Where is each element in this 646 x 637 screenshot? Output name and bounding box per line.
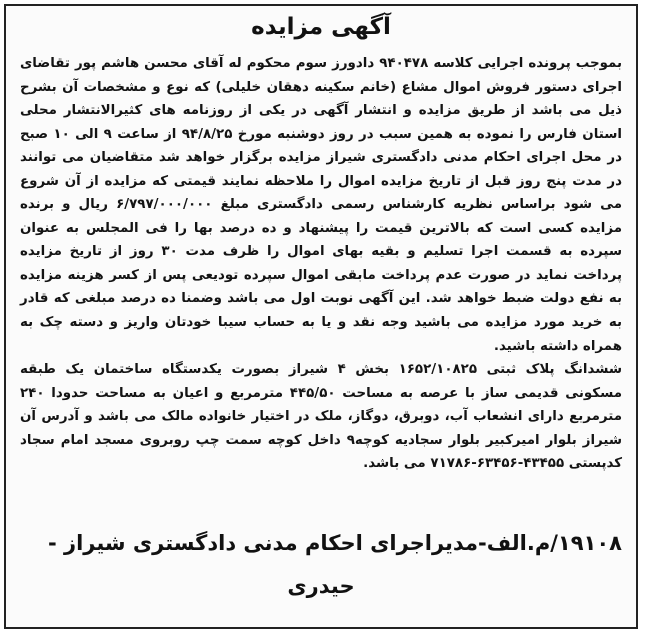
notice-paragraph-property-description: ششدانگ پلاک ثبتی ۱۶۵۲/۱۰۸۲۵ بخش ۴ شیراز بصورت یکدستگاه ساختمان یک طبقه مسکونی قدیمی ساز با عرصه به مساحت ۴۴۵/۵۰ مترمربع و اعیان به مساحت حدودا ۲۴۰ مترمربع دارای انشعاب آب، دوبرق، دوگاز، ملک در اختیار خانواده مالک می باشد و آدرس آن شیراز بلوار امیرکبیر بلوار سجادیه کوچه۹ داخل کوچه سمت چپ روبروی مسجد امام سجاد کدپستی ۴۳۴۵۵-۶۳۴۵۶-۷۱۷۸۶ می باشد.	[20, 362, 622, 472]
notice-paragraph-auction-terms: بموجب پرونده اجرایی کلاسه ۹۴۰۴۷۸ دادورز سوم محکوم له آقای محسن هاشم پور تقاضای اجرای دستور فروش اموال مشاع (خانم سکینه دهقان خلیلی) که نوع و مشخصات آن بشرح ذیل می باشد از طریق مزایده و انتشار آگهی در یکی از روزنامه های کثیرالانتشار محلی استان فارس را نموده به همین سبب در روز دوشنبه مورخ ۹۴/۸/۲۵ از ساعت ۹ الی ۱۰ صبح در محل اجرای احکام مدنی دادگستری شیراز مزایده برگزار خواهد شد متقاضیان می توانند در مدت پنج روز قبل از تاریخ مزایده اموال را ملاحظه نمایند قیمتی که مزایده از آن شروع می شود براساس نظریه کارشناس رسمی دادگستری مبلغ ۶/۷۹۷/۰۰۰/۰۰۰ ریال و برنده مزایده کسی است که بالاترین قیمت را پیشنهاد و ده درصد بها را فی المجلس به عنوان سپرده به قسمت اجرا تسلیم و بقیه بهای اموال را ظرف مدت ۳۰ روز از تاریخ مزایده پرداخت نماید در صورت عدم پرداخت مابقی اموال سپرده تودیعی پس از کسر هزینه مزایده به نفع دولت ضبط خواهد شد. این آگهی نوبت اول می باشد وضمنا ده درصد مبلغی که قادر به خرید مورد مزایده می باشید وجه نقد و یا به حساب سیبا خودتان واریز و دسته چک به همراه داشته باشید.	[20, 56, 623, 354]
notice-signature-name: حیدری	[287, 574, 355, 598]
notice-title: آگهی مزایده	[251, 14, 391, 40]
notice-frame	[4, 4, 638, 629]
notice-body	[20, 52, 622, 476]
notice-signature-line: ۱۹۱۰۸/م.الف-مدیراجرای احکام مدنی دادگستری شیراز -	[47, 531, 622, 555]
